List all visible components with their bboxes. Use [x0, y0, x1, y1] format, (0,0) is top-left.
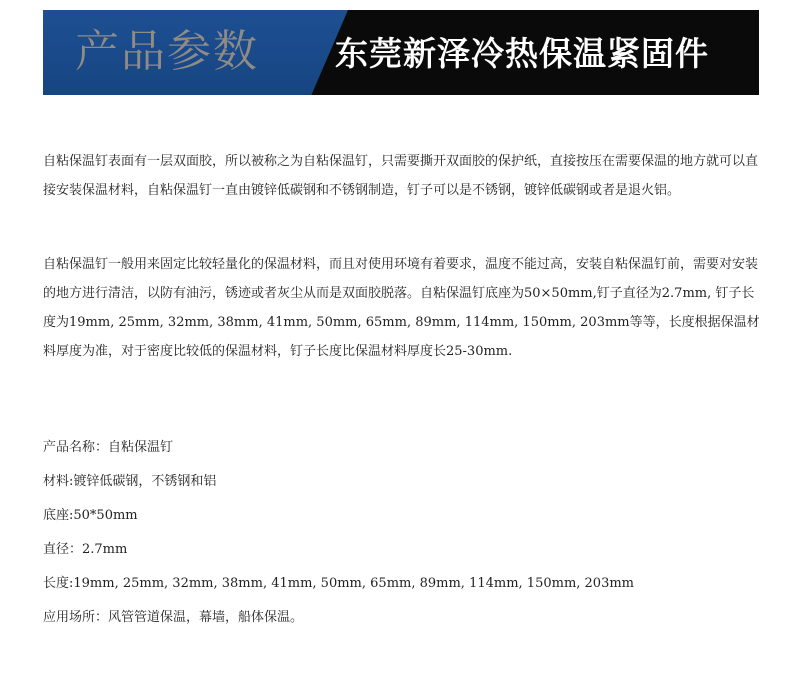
header-banner	[43, 10, 759, 95]
spec-item-material: 材料:镀锌低碳钢，不锈钢和铝	[43, 474, 217, 489]
spec-item-diameter: 直径：2.7mm	[43, 542, 128, 557]
spec-item-length: 长度:19mm, 25mm, 32mm, 38mm, 41mm, 50mm, 65mm, 89mm, 114mm, 150mm, 203mm	[43, 576, 634, 591]
description-paragraph: 自粘保温钉一般用来固定比较轻量化的保温材料，而且对使用环境有着要求，温度不能过高，安装自粘保温钉前，需要对安装的地方进行清洁，以防有油污，锈迹或者灰尘从而是双面胶脱落。自粘保温钉底座为50×50mm,钉子直径为2.7mm, 钉子长度为19mm, 25mm, 32mm, 38mm, 41mm, 50mm, 65mm, 89mm, 114mm, 150mm, 203mm等等，长度根据保温材料厚度为准，对于密度比较低的保温材料，钉子长度比保温材料厚度长25-30mm.	[43, 257, 760, 359]
spec-item-product-name: 产品名称：自粘保温钉	[43, 440, 174, 455]
section-title: 产品参数	[75, 26, 259, 77]
spec-item-base: 底座:50*50mm	[43, 508, 138, 523]
spec-list	[43, 434, 763, 638]
spec-item-application: 应用场所：风管管道保温，幕墙，船体保温。	[43, 610, 304, 625]
company-title: 东莞新泽冷热保温紧固件	[335, 34, 709, 73]
description-paragraph: 自粘保温钉表面有一层双面胶，所以被称之为自粘保温钉，只需要撕开双面胶的保护纸，直接按压在需要保温的地方就可以直接安装保温材料，自粘保温钉一直由镀锌低碳钢和不锈钢制造，钉子可以是不锈钢，镀锌低碳钢或者是退火铝。	[43, 154, 759, 198]
